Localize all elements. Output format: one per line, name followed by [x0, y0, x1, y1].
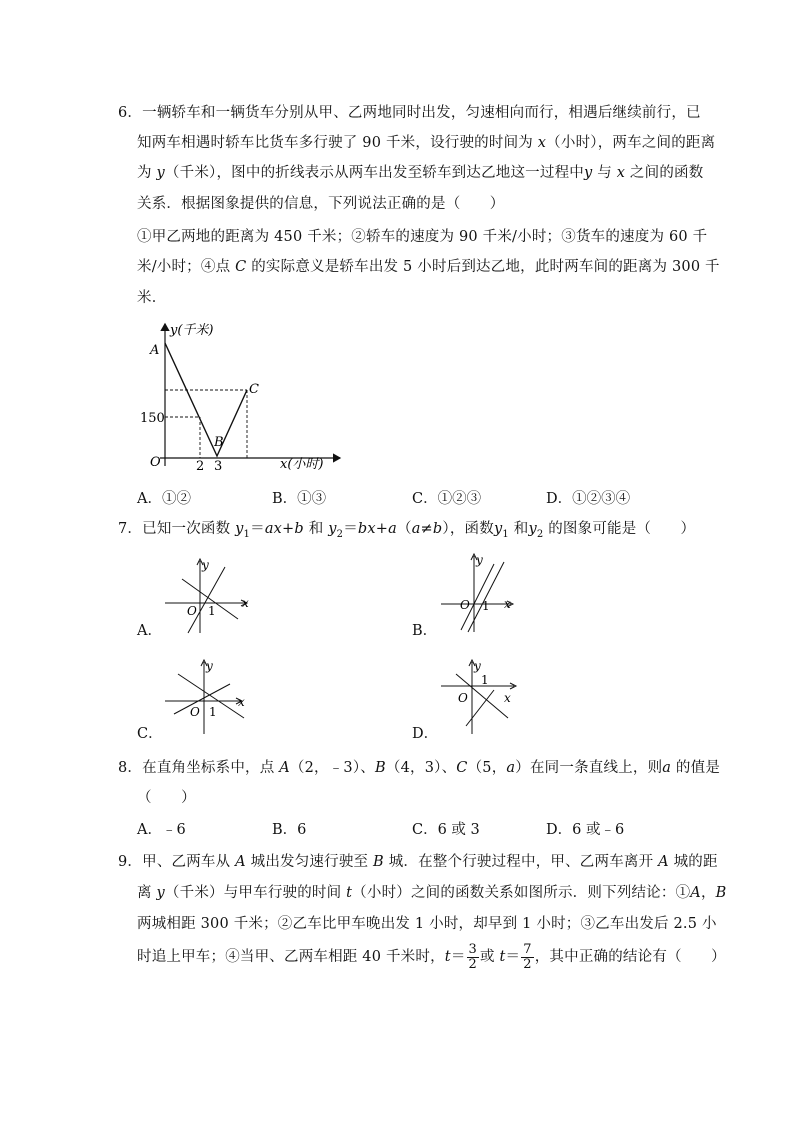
q9-text-1b: 城出发匀速行驶至 — [245, 854, 374, 870]
q6-text-5: ①甲乙两地的距离为 450 千米；②轿车的速度为 90 千米/小时；③货车的速度为 60 千 — [137, 229, 708, 245]
q6-tick-3: 3 — [214, 459, 223, 474]
q8-tail: 的值是 — [671, 760, 721, 776]
q6-text-3b: （千米），图中的折线表示从两车出发至轿车到达乙地这一过程中 — [164, 165, 584, 181]
q9-text-2d: ， — [700, 885, 716, 901]
q9-city-a: A — [235, 854, 246, 870]
q7-b: b — [294, 521, 304, 537]
q6-text-1: 6．一辆轿车和一辆货车分别从甲、乙两地同时出发，匀速相向而行，相遇后继续前行，已 — [118, 105, 701, 121]
q7b-origin: O — [460, 598, 470, 612]
q8-paren: （ ） — [137, 790, 196, 806]
q7-eq1: ＝ — [250, 521, 265, 537]
q6-point-c-label: C — [249, 382, 259, 397]
q6-polyline — [165, 343, 247, 456]
q7b-line-1 — [461, 564, 494, 630]
q8-point-b: B — [375, 760, 386, 776]
q8-coord-b: （4，3）、 — [385, 760, 457, 776]
q6-line-5 — [137, 227, 707, 247]
q7-y2: y — [328, 521, 337, 537]
q6-var-x2: x — [616, 165, 626, 181]
q7a-one: 1 — [208, 604, 216, 618]
q7-and: 和 — [303, 521, 329, 537]
q9-eq1: ＝ — [450, 949, 466, 965]
q9-or: 或 — [480, 949, 500, 965]
q7-sub2b: 2 — [536, 528, 544, 540]
q7-sub1: 1 — [243, 528, 251, 540]
q7-ax: ax — [264, 521, 283, 537]
q6-line-2 — [137, 133, 715, 153]
q9-city-a2: A — [658, 854, 669, 870]
q6-tick-150: 150 — [140, 411, 165, 426]
q7-and2: 和 — [508, 521, 529, 537]
q9-text-4b: ，其中正确的结论有（ ） — [534, 949, 726, 965]
q7b-one: 1 — [482, 599, 490, 613]
q9-line-2 — [137, 883, 727, 903]
q7-y1: y — [235, 521, 244, 537]
q7-eq2: ＝ — [343, 521, 358, 537]
q7-a: a — [388, 521, 397, 537]
q9-var-y: y — [156, 885, 165, 901]
q7b-x-label: x — [504, 597, 511, 611]
q7d-line-2 — [466, 690, 494, 726]
q9-frac2-den: 2 — [523, 956, 532, 972]
q6-graph — [130, 318, 350, 478]
q6-point-c: C — [235, 259, 247, 275]
q7c-line-1 — [174, 684, 230, 714]
q7a-origin: O — [187, 604, 197, 618]
q9-text-3: 两城相距 300 千米；②乙车比甲车晚出发 1 小时，却早到 1 小时；③乙车出发后 2.5 小 — [137, 916, 717, 932]
q7-cond-b: b — [432, 521, 443, 537]
q6-line-4 — [137, 194, 505, 214]
q7-tail: 的图象可能是（ ） — [543, 521, 696, 537]
q8-option-a[interactable]: A．﹣6 — [137, 822, 186, 838]
q7-cond-a: a — [411, 521, 421, 537]
q7-y1b: y — [493, 521, 503, 537]
q8-var-a1: a — [506, 760, 516, 776]
q9-city-b: B — [373, 854, 384, 870]
q7-graph-a[interactable] — [160, 555, 260, 635]
q7d-one: 1 — [481, 673, 489, 687]
q8-var-a2: a — [662, 760, 672, 776]
q6-tick-2: 2 — [196, 459, 205, 474]
q6-option-c[interactable]: C．①②③ — [412, 491, 482, 507]
q9-eq2: ＝ — [505, 949, 521, 965]
q6-text-3a: 为 — [137, 165, 157, 181]
q7a-x-label: x — [242, 596, 249, 610]
q9-frac1-den: 2 — [468, 956, 477, 972]
q7-label-c[interactable]: C． — [137, 726, 163, 742]
q6-text-6a: 米/小时；④点 — [137, 259, 236, 275]
q7-text-a: 7．已知一次函数 — [118, 521, 236, 537]
q6-option-a[interactable]: A．①② — [137, 491, 191, 507]
q6-text-3c: 与 — [592, 165, 617, 181]
q7-graph-b[interactable] — [436, 550, 536, 635]
q7-graph-c[interactable] — [160, 656, 260, 736]
q9-text-2a: 离 — [137, 885, 157, 901]
q7a-y-label: y — [202, 558, 209, 572]
q9-city-b2: B — [715, 885, 727, 901]
q9-city-a3: A — [690, 885, 701, 901]
q6-option-d[interactable]: D．①②③④ — [546, 491, 631, 507]
q7c-origin: O — [190, 705, 200, 719]
q6-var-x: x — [537, 135, 547, 151]
q9-line-3 — [137, 914, 717, 934]
q6-var-y2: y — [583, 165, 593, 181]
q6-text-4: 关系．根据图象提供的信息，下列说法正确的是（ ） — [137, 196, 505, 212]
q9-var-t: t — [346, 885, 353, 901]
q9-fraction-7-2 — [521, 943, 533, 972]
q8-point-a: A — [279, 760, 290, 776]
q6-line-3 — [137, 163, 703, 183]
q7-sub2: 2 — [336, 528, 344, 540]
q9-text-2b: （千米）与甲车行驶的时间 — [164, 885, 347, 901]
q7d-y-label: y — [474, 659, 481, 673]
q8-line-1 — [118, 758, 720, 778]
q9-var-t2: t — [499, 949, 506, 965]
q9-var-t1: t — [444, 949, 451, 965]
q7b-line-2 — [468, 562, 504, 632]
q7-line-1 — [118, 519, 695, 545]
q6-line-1 — [118, 103, 701, 123]
q7d-x-label: x — [504, 691, 511, 705]
q8-option-d[interactable]: D．6 或﹣6 — [546, 822, 625, 838]
q8-text-a: 8．在直角坐标系中，点 — [118, 760, 280, 776]
q6-text-3d: 之间的函数 — [625, 165, 704, 181]
q6-line-7 — [137, 288, 166, 308]
q7-graph-d[interactable] — [436, 656, 536, 736]
q6-point-b: B — [214, 435, 224, 450]
q8-text-b: ）在同一条直线上，则 — [515, 760, 663, 776]
q7-y2b: y — [528, 521, 537, 537]
q6-text-2a: 知两车相遇时轿车比货车多行驶了 90 千米，设行驶的时间为 — [137, 135, 538, 151]
q7-label-d[interactable]: D． — [412, 726, 439, 742]
q7-cond-open: （ — [396, 521, 412, 537]
q9-text-4a: 时追上甲车；④当甲、乙两车相距 40 千米时， — [137, 949, 445, 965]
q7d-origin: O — [458, 691, 468, 705]
q6-x-label: x(小时) — [280, 457, 324, 472]
q6-y-label: y(千米) — [170, 323, 214, 338]
q9-frac2-num: 7 — [523, 941, 532, 957]
q8-option-c[interactable]: C．6 或 3 — [412, 822, 480, 838]
q9-fraction-3-2 — [467, 943, 479, 972]
q7-plus-b: + — [282, 521, 295, 537]
q7-cond-close: ），函数 — [442, 521, 494, 537]
q7c-y-label: y — [206, 659, 213, 673]
q6-text-2b: （小时），两车之间的距离 — [546, 135, 716, 151]
q9-text-2c: （小时）之间的函数关系如图所示．则下列结论：① — [352, 885, 691, 901]
q8-coord-a: （2，﹣3）、 — [289, 760, 376, 776]
q7a-line-1 — [188, 567, 225, 633]
q9-text-1d: 城的距 — [668, 854, 718, 870]
q7-bx: bx — [357, 521, 376, 537]
q6-origin: O — [150, 455, 161, 470]
q7-cond-ne: ≠ — [420, 521, 433, 537]
q9-frac1-num: 3 — [468, 941, 477, 957]
q6-point-a: A — [150, 343, 160, 358]
q8-option-b[interactable]: B．6 — [272, 822, 307, 838]
q9-text-1c: 城．在整个行驶过程中，甲、乙两车离开 — [383, 854, 659, 870]
q8-line-2 — [137, 788, 196, 808]
q6-line-6 — [137, 257, 720, 277]
q7-sub1b: 1 — [502, 528, 509, 540]
q8-point-c: C — [456, 760, 468, 776]
q6-text-7: 米． — [137, 290, 167, 306]
q6-var-y: y — [156, 165, 165, 181]
q8-coord-c: （5， — [467, 760, 507, 776]
q7c-one: 1 — [209, 705, 217, 719]
q6-option-b[interactable]: B．①③ — [272, 491, 327, 507]
q9-text-1a: 9．甲、乙两车从 — [118, 854, 236, 870]
q6-text-6b: 的实际意义是轿车出发 5 小时后到达乙地，此时两车间的距离为 300 千 — [246, 259, 720, 275]
q7-label-a[interactable]: A． — [137, 623, 162, 639]
q7-label-b[interactable]: B． — [412, 623, 438, 639]
q7c-x-label: x — [238, 695, 245, 709]
q9-line-1 — [118, 852, 718, 872]
q7b-y-label: y — [476, 553, 483, 567]
q7-plus-a: + — [375, 521, 389, 537]
q9-line-4 — [137, 940, 726, 974]
